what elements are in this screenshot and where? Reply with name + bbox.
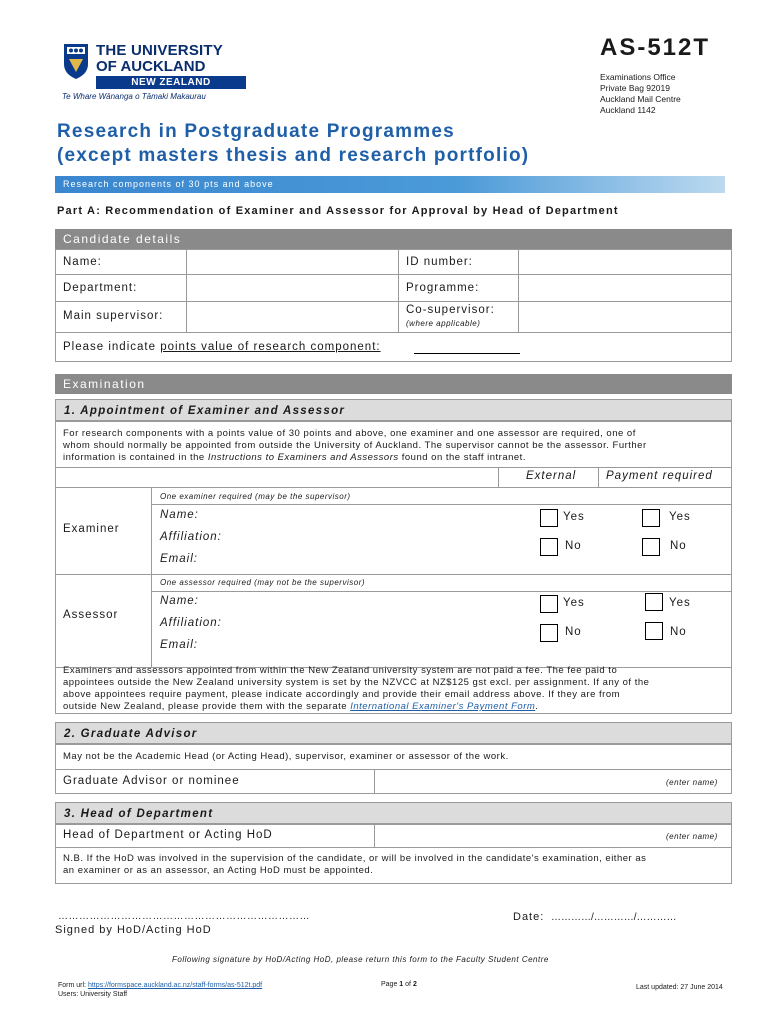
- head-of-department-section: [55, 802, 732, 884]
- examiner-payment-no-checkbox[interactable]: [642, 538, 660, 556]
- logo-band: NEW ZEALAND: [96, 76, 246, 89]
- hod-label: Head of Department or Acting HoD: [63, 829, 273, 841]
- fee-text: outside New Zealand, please provide them with the separate: [63, 701, 351, 712]
- examination-header: Examination: [55, 374, 732, 394]
- assessor-payment-yes-checkbox[interactable]: [645, 593, 663, 611]
- hod-note-line: N.B. If the HoD was involved in the supervision of the candidate, or will be involved in the candidate's examination, either as: [63, 853, 647, 864]
- form-url-label: Form url:: [58, 982, 88, 989]
- assessor-details-field[interactable]: [226, 593, 526, 663]
- office-address: [600, 72, 681, 116]
- assessor-external-yes-label: Yes: [563, 597, 585, 609]
- page-total: 2: [412, 981, 417, 988]
- hod-enter-name-hint: (enter name): [666, 832, 718, 841]
- assessor-payment-no-checkbox[interactable]: [645, 622, 663, 640]
- main-supervisor-field[interactable]: [188, 303, 396, 331]
- appointment-intro: [63, 428, 647, 464]
- intro-text: information is contained in the: [63, 452, 208, 463]
- points-value-field[interactable]: [414, 353, 520, 354]
- where-applicable-note: (where applicable): [406, 319, 481, 328]
- international-payment-form-link[interactable]: International Examiner's Payment Form: [350, 701, 536, 712]
- intro-line: [63, 452, 647, 464]
- assessor-email-label: Email:: [160, 639, 198, 651]
- candidate-details-header: Candidate details: [55, 229, 732, 249]
- id-number-label: ID number:: [406, 256, 473, 268]
- examiner-affiliation-label: Affiliation:: [160, 531, 222, 543]
- fee-line: appointees outside the New Zealand university system is set by the NZVCC at NZ$125 gst excl. per assignment. If any of the: [63, 677, 650, 688]
- address-line: Examinations Office: [600, 72, 676, 82]
- graduate-advisor-enter-name-hint: (enter name): [666, 778, 718, 787]
- head-of-department-subheader: 3. Head of Department: [55, 802, 732, 824]
- candidate-details-section: [55, 229, 732, 362]
- hod-note-line: an examiner or as an assessor, an Acting HoD must be appointed.: [63, 865, 374, 876]
- examiner-external-no-label: No: [565, 540, 582, 552]
- intro-text: found on the staff intranet.: [398, 452, 526, 463]
- page-of: of: [403, 981, 413, 988]
- payment-column-header: Payment required: [606, 470, 713, 482]
- assessor-name-label: Name:: [160, 595, 199, 607]
- co-supervisor-label: Co-supervisor:: [406, 304, 495, 316]
- assessor-payment-yes-label: Yes: [669, 597, 691, 609]
- page-current: 1: [399, 981, 404, 988]
- fee-text: .: [535, 701, 539, 712]
- head-of-department-body: [55, 824, 732, 884]
- hod-note: [63, 853, 646, 877]
- examiner-details-field[interactable]: [226, 506, 526, 572]
- graduate-advisor-section: [55, 722, 732, 794]
- part-a-heading: Part A: Recommendation of Examiner and Assessor for Approval by Head of Department: [57, 205, 619, 217]
- fee-line: [63, 701, 649, 713]
- points-prefix: Please indicate: [63, 341, 161, 353]
- graduate-advisor-subheader: 2. Graduate Advisor: [55, 722, 732, 744]
- crest-icon: [62, 42, 90, 80]
- examiner-label: Examiner: [63, 523, 120, 535]
- page-number: [381, 981, 417, 988]
- name-field[interactable]: [188, 251, 396, 273]
- assessor-external-no-checkbox[interactable]: [540, 624, 558, 642]
- examiner-external-no-checkbox[interactable]: [540, 538, 558, 556]
- return-instructions: Following signature by HoD/Acting HoD, please return this form to the Faculty Student Centre: [172, 955, 549, 964]
- research-components-band: Research components of 30 pts and above: [55, 176, 725, 193]
- instructions-reference: Instructions to Examiners and Assessors: [207, 452, 399, 463]
- points-link-text: points value of research component:: [160, 341, 381, 353]
- appointment-subheader: 1. Appointment of Examiner and Assessor: [55, 399, 732, 421]
- intro-line: whom should normally be appointed from outside the University of Auckland. The supervisor cannot be the assessor. Further: [63, 440, 647, 451]
- form-title: [57, 120, 529, 168]
- graduate-advisor-body: [55, 744, 732, 794]
- page-prefix: Page: [381, 981, 400, 988]
- main-supervisor-label: Main supervisor:: [63, 310, 164, 322]
- address-line: Private Bag 92019: [600, 83, 670, 93]
- signed-by-label: Signed by HoD/Acting HoD: [55, 924, 212, 936]
- intro-line: For research components with a points value of 30 points and above, one examiner and one assessor are required, one of: [63, 428, 636, 439]
- date-label: Date:: [513, 911, 545, 923]
- logo-line-2: OF AUCKLAND: [96, 58, 206, 75]
- examiner-requirement-note: One examiner required (may be the supervisor): [160, 492, 351, 501]
- assessor-payment-no-label: No: [670, 626, 687, 638]
- fee-line: Examiners and assessors appointed from within the New Zealand university system are not paid a fee. The fee paid to: [63, 665, 618, 676]
- title-line-1: Research in Postgraduate Programmes: [57, 121, 455, 142]
- external-column-header: External: [526, 470, 577, 482]
- assessor-label: Assessor: [63, 609, 119, 621]
- form-url-line: [58, 981, 262, 990]
- examiner-payment-yes-checkbox[interactable]: [642, 509, 660, 527]
- date-field[interactable]: …………/…………/…………: [551, 912, 677, 923]
- footer-left: [58, 981, 262, 999]
- logo-maori-name: Te Whare Wānanga o Tāmaki Makaurau: [62, 92, 206, 101]
- examiner-name-label: Name:: [160, 509, 199, 521]
- assessor-requirement-note: One assessor required (may not be the supervisor): [160, 578, 366, 587]
- logo-line-1: THE UNIVERSITY: [96, 42, 223, 59]
- signature-line[interactable]: ………………………………………………………………: [58, 911, 310, 922]
- fee-paragraph: [63, 665, 649, 713]
- address-line: Auckland Mail Centre: [600, 94, 681, 104]
- candidate-details-body: [55, 249, 732, 362]
- university-logo: [62, 42, 247, 112]
- points-value-label: [63, 341, 381, 353]
- programme-label: Programme:: [406, 282, 480, 294]
- department-label: Department:: [63, 282, 138, 294]
- form-code: AS-512T: [600, 34, 711, 61]
- graduate-advisor-note: May not be the Academic Head (or Acting Head), supervisor, examiner or assessor of the work.: [63, 751, 509, 762]
- id-number-field[interactable]: [520, 251, 728, 273]
- examiner-payment-no-label: No: [670, 540, 687, 552]
- assessor-external-yes-checkbox[interactable]: [540, 595, 558, 613]
- examiner-email-label: Email:: [160, 553, 198, 565]
- department-field[interactable]: [188, 276, 396, 300]
- assessor-external-no-label: No: [565, 626, 582, 638]
- last-updated: Last updated: 27 June 2014: [636, 984, 723, 991]
- title-line-2: (except masters thesis and research portfolio): [57, 145, 530, 166]
- form-url-link[interactable]: https://formspace.auckland.ac.nz/staff-forms/as-512t.pdf: [87, 982, 263, 989]
- examiner-payment-yes-label: Yes: [669, 511, 691, 523]
- examination-section: [55, 374, 732, 714]
- programme-field[interactable]: [520, 276, 728, 300]
- examiner-external-yes-label: Yes: [563, 511, 585, 523]
- co-supervisor-field[interactable]: [520, 303, 728, 331]
- examiner-external-yes-checkbox[interactable]: [540, 509, 558, 527]
- assessor-affiliation-label: Affiliation:: [160, 617, 222, 629]
- fee-line: above appointees require payment, please indicate accordingly and provide their email address above. If they are from: [63, 689, 621, 700]
- appointment-body: [55, 421, 732, 714]
- graduate-advisor-label: Graduate Advisor or nominee: [63, 775, 240, 787]
- address-line: Auckland 1142: [600, 105, 656, 115]
- users-line: Users: University Staff: [58, 991, 128, 998]
- name-label: Name:: [63, 256, 102, 268]
